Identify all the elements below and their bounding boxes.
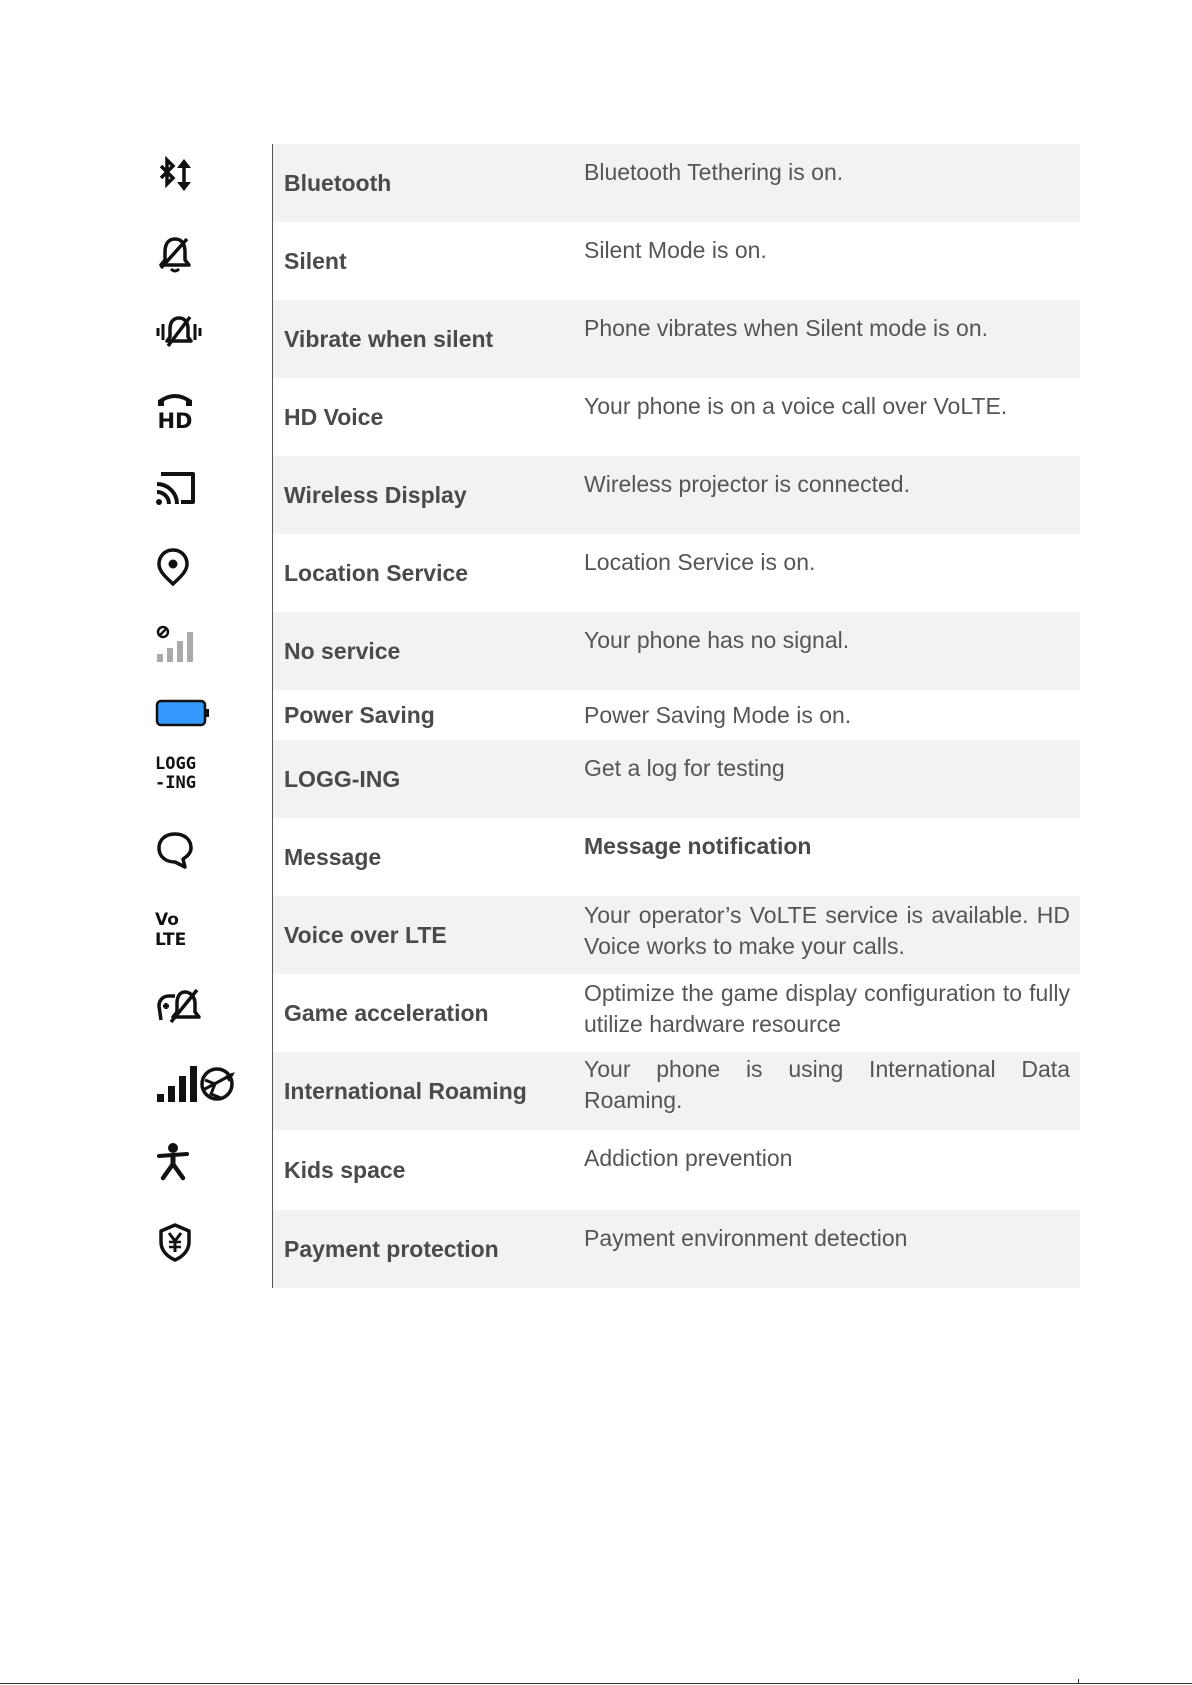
row-description: Bluetooth Tethering is on. — [584, 144, 1080, 222]
row-description: Power Saving Mode is on. — [584, 701, 852, 728]
row-description: Wireless projector is connected. — [584, 456, 1080, 534]
row-description: Your phone has no signal. — [584, 612, 1080, 690]
vibrate-silent-icon — [155, 312, 203, 352]
row-label: International Roaming — [272, 1052, 584, 1130]
vo-text: Vo — [155, 910, 179, 930]
bluetooth-tethering-icon — [155, 156, 195, 196]
row-label: Bluetooth — [272, 144, 584, 222]
icon-cell — [155, 456, 272, 534]
battery-icon — [155, 698, 211, 728]
table-row — [155, 300, 1080, 378]
row-description: Phone vibrates when Silent mode is on. — [584, 300, 1080, 378]
row-description: Payment environment detection — [584, 1210, 1080, 1288]
row-description: Silent Mode is on. — [584, 237, 767, 263]
location-pin-icon — [155, 546, 195, 586]
row-label: Game acceleration — [272, 974, 584, 1052]
icon-cell — [155, 378, 272, 456]
icon-cell — [155, 896, 272, 974]
no-signal-icon — [155, 624, 199, 664]
table-row — [155, 1210, 1080, 1288]
table-row — [155, 1052, 1080, 1130]
logging-icon — [155, 752, 203, 792]
table-row — [155, 222, 1080, 300]
hd-voice-icon — [155, 390, 195, 430]
row-label: Payment protection — [272, 1210, 584, 1288]
row-label: Power Saving — [272, 690, 584, 740]
table-row — [155, 378, 1080, 456]
row-label: Vibrate when silent — [272, 300, 584, 378]
icon-cell — [155, 144, 272, 222]
cast-icon — [155, 468, 199, 508]
icon-cell — [155, 534, 272, 612]
lte-text: LTE — [155, 930, 187, 948]
icon-cell — [155, 612, 272, 690]
hd-text: HD — [157, 409, 193, 430]
row-label: Location Service — [272, 534, 584, 612]
row-description: Get a log for testing — [584, 740, 1080, 818]
row-description: Your phone is on a voice call over VoLTE. — [584, 393, 1008, 419]
table-row — [155, 740, 1080, 818]
row-label: Voice over LTE — [272, 896, 584, 974]
page-bottom-rule — [0, 1683, 1192, 1684]
ing-text: -ING — [155, 773, 196, 792]
row-label: Wireless Display — [272, 456, 584, 534]
icon-cell — [155, 1130, 272, 1210]
table-row — [155, 690, 1080, 740]
row-label: Message — [272, 818, 584, 896]
row-description: Optimize the game display configuration to fully utilize hardware resource — [584, 980, 1070, 1037]
row-label: Silent — [272, 222, 584, 300]
icon-cell — [155, 222, 272, 300]
row-description: Location Service is on. — [584, 549, 816, 575]
table-row — [155, 1130, 1080, 1210]
row-description: Your operator’s VoLTE service is available. HD Voice works to make your calls. — [584, 896, 1080, 974]
row-description: Addiction prevention — [584, 1145, 793, 1171]
message-bubble-icon — [155, 830, 195, 870]
row-description: Your phone is using International Data Roaming. — [584, 1052, 1080, 1130]
icon-cell — [155, 690, 272, 740]
table-row — [155, 896, 1080, 974]
icon-cell — [155, 974, 272, 1052]
kids-space-icon — [155, 1142, 195, 1182]
table-row — [155, 534, 1080, 612]
roaming-signal-icon — [155, 1064, 239, 1108]
game-acceleration-icon — [155, 986, 203, 1026]
logg-text: LOGG — [155, 754, 196, 774]
silent-bell-icon — [155, 234, 195, 274]
table-row — [155, 974, 1080, 1052]
icon-cell — [155, 300, 272, 378]
table-row — [155, 144, 1080, 222]
table-row — [155, 456, 1080, 534]
table-row — [155, 612, 1080, 690]
page-bottom-tick — [1078, 1679, 1079, 1684]
icon-cell — [155, 1210, 272, 1288]
row-label: HD Voice — [272, 378, 584, 456]
icon-cell — [155, 740, 272, 818]
payment-shield-icon — [155, 1222, 195, 1262]
table-row — [155, 818, 1080, 896]
row-description: Message notification — [584, 833, 812, 859]
volte-icon — [155, 908, 199, 948]
icon-cell — [155, 818, 272, 896]
row-label: No service — [272, 612, 584, 690]
row-label: Kids space — [272, 1130, 584, 1210]
row-label: LOGG-ING — [272, 740, 584, 818]
status-icon-table — [155, 144, 1080, 1288]
icon-cell — [155, 1052, 272, 1130]
